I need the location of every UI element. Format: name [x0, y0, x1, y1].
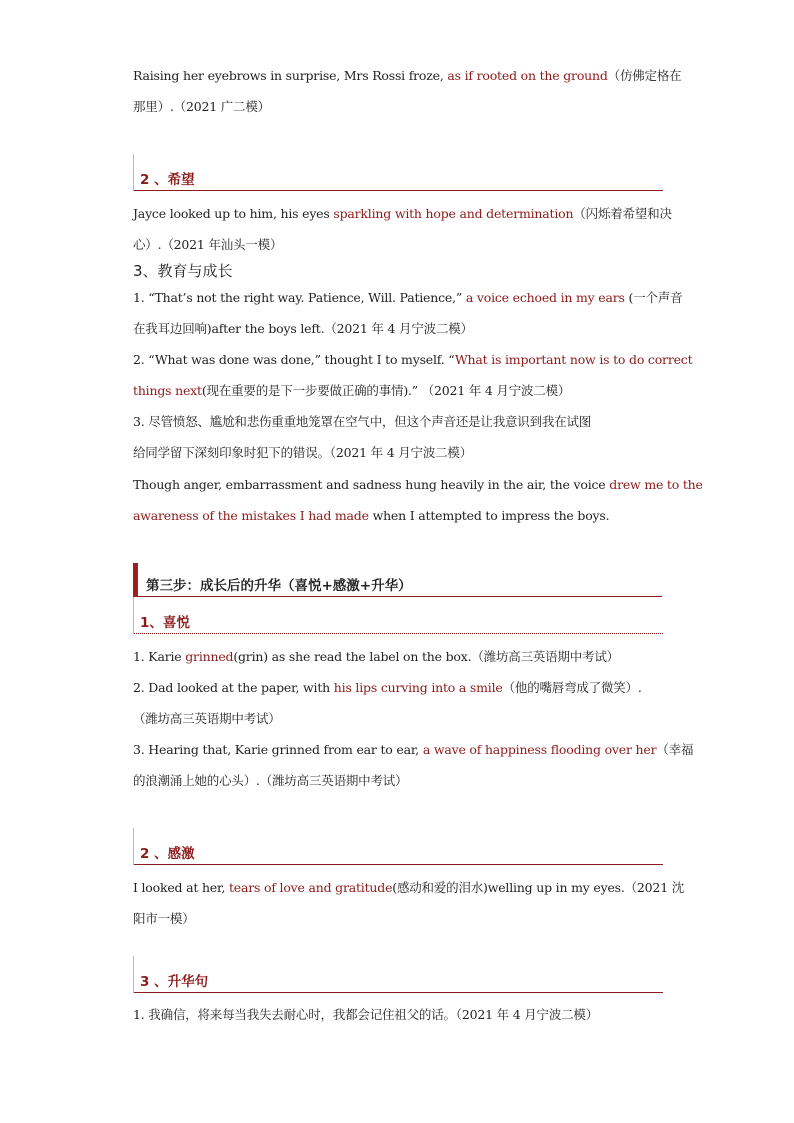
education-s3-line-3 [133, 469, 703, 500]
heading-hope [133, 154, 663, 191]
joy-s1-highlight: grinned [185, 649, 234, 664]
education-s2-translation: (现在重要的是下一步要做正确的事情).” （2021 年 4 月宁波二模） [201, 383, 571, 398]
education-s3-text-cont: when I attempted to impress the boys. [368, 508, 610, 523]
heading-joy [133, 597, 663, 634]
joy-s2-translation: （他的嘴唇弯成了微笑）. [502, 680, 642, 695]
hope-text: Jayce looked up to him, his eyes [133, 206, 334, 221]
education-s3-text: Though anger, embarrassment and sadness hung heavily in the air, the voice [133, 477, 610, 492]
education-s1-highlight: a voice echoed in my ears [465, 290, 625, 305]
joy-s3-line-1 [133, 734, 694, 765]
joy-s2-line-1 [133, 672, 663, 703]
joy-s3-highlight: a wave of happiness flooding over her [422, 742, 657, 757]
joy-s1-text: 1. Karie [133, 649, 186, 664]
heading-sublimation-label: 3 、升华句 [140, 974, 209, 990]
intro-line-2: 那里）.（2021 广二模） [133, 99, 270, 114]
heading-gratitude-label: 2 、感激 [140, 846, 195, 862]
education-s1-translation: (一个声音 [624, 290, 683, 305]
heading-step3-bar [133, 563, 138, 597]
hope-highlight: sparkling with hope and determination [333, 206, 574, 221]
gratitude-line-2: 阳市一模） [133, 911, 195, 926]
heading-sublimation-rule [134, 992, 663, 993]
heading-joy-rule [134, 633, 663, 634]
education-s1-text: 1. “That’s not the right way. Patience, Will. Patience,” [133, 290, 466, 305]
heading-step3-label: 第三步：成长后的升华（喜悦+感激+升华） [146, 578, 412, 594]
education-s2-highlight-cont: things next [133, 383, 202, 398]
intro-text: Raising her eyebrows in surprise, Mrs Rossi froze, [133, 68, 448, 83]
joy-s3-text: 3. Hearing that, Karie grinned from ear to ear, [133, 742, 423, 757]
joy-s1-text-cont: (grin) as she read the label on the box.（潍坊高三英语期中考试） [233, 649, 619, 664]
joy-s3-translation: （幸福 [656, 742, 694, 757]
education-s2-text: 2. “What was done was done,” thought I to myself. “ [133, 352, 455, 367]
gratitude-highlight: tears of love and gratitude [228, 880, 393, 895]
joy-s2-line-2: （潍坊高三英语期中考试） [133, 711, 281, 726]
heading-education: 3、教育与成长 [133, 262, 233, 280]
heading-hope-label: 2 、希望 [140, 172, 195, 188]
education-s3-line-4 [133, 500, 663, 531]
joy-s2-highlight: his lips curving into a smile [333, 680, 503, 695]
education-s3-highlight-cont: awareness of the mistakes I had made [133, 508, 369, 523]
education-s2-line-1 [133, 344, 693, 375]
heading-step3 [133, 563, 662, 597]
joy-s2-text: 2. Dad looked at the paper, with [133, 680, 334, 695]
education-s2-line-2 [133, 375, 663, 406]
gratitude-text: I looked at her, [133, 880, 229, 895]
heading-joy-label: 1、喜悦 [140, 615, 190, 631]
education-s1-line-1 [133, 282, 683, 313]
heading-sublimation [133, 956, 663, 993]
education-s3-line-1: 3. 尽管愤怒、尴尬和悲伤重重地笼罩在空气中，但这个声音还是让我意识到我在试图 [133, 414, 592, 429]
sublimation-line-1: 1. 我确信，将来每当我失去耐心时，我都会记住祖父的话。（2021 年 4 月宁波二模） [133, 1007, 599, 1022]
intro-translation: （仿佛定格在 [607, 68, 682, 83]
gratitude-translation: (感动和爱的泪水)welling up in my eyes.（2021 沈 [392, 880, 685, 895]
intro-highlight: as if rooted on the ground [447, 68, 608, 83]
joy-s1 [133, 641, 663, 672]
hope-line-2: 心）.（2021 年汕头一模） [133, 237, 283, 252]
heading-gratitude-rule [134, 864, 663, 865]
gratitude-line-1 [133, 872, 685, 903]
education-s2-highlight: What is important now is to do correct [454, 352, 693, 367]
joy-s3-line-2: 的浪潮涌上她的心头）.（潍坊高三英语期中考试） [133, 773, 408, 788]
heading-hope-rule [134, 190, 663, 191]
education-s3-highlight: drew me to the [609, 477, 703, 492]
education-s3-line-2: 给同学留下深刻印象时犯下的错误。（2021 年 4 月宁波二模） [133, 445, 473, 460]
education-s1-line-2: 在我耳边回响)after the boys left.（2021 年 4 月宁波二模） [133, 321, 473, 336]
hope-translation: （闪烁着希望和决 [573, 206, 672, 221]
hope-line-1 [133, 198, 672, 229]
heading-gratitude [133, 828, 663, 865]
intro-line-1 [133, 60, 682, 91]
